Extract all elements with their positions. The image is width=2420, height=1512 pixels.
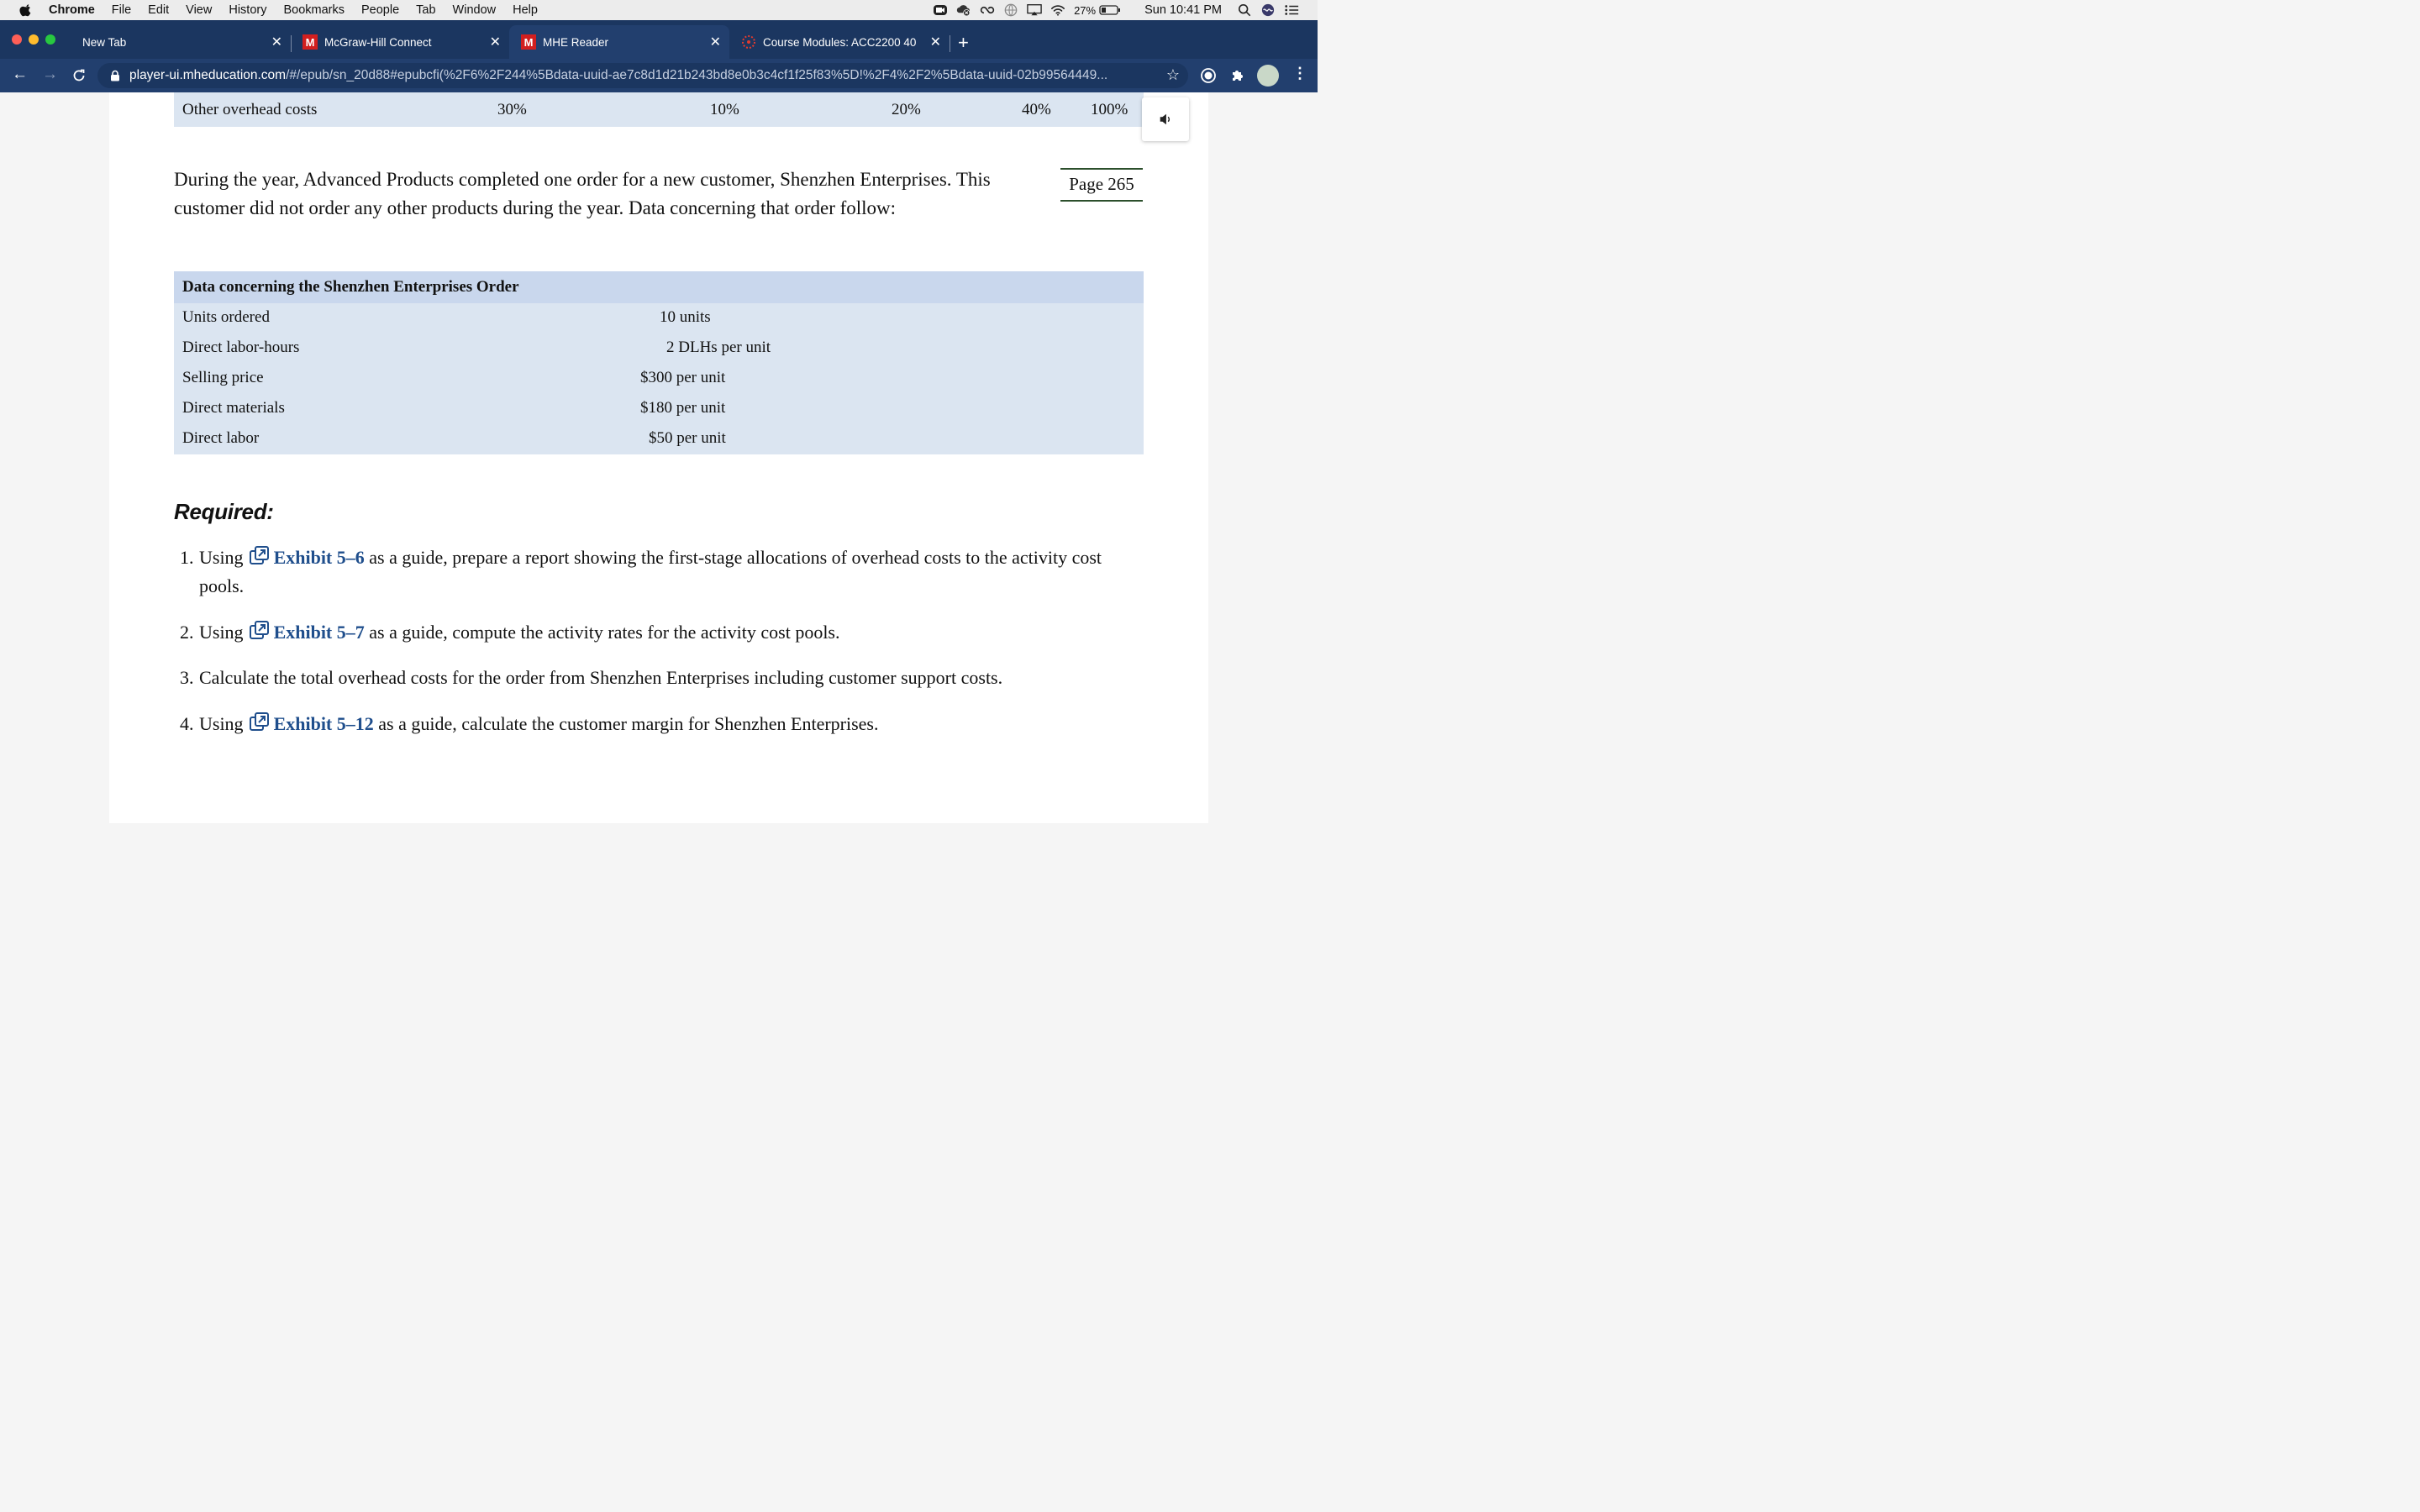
order-intro-paragraph: During the year, Advanced Products completed one order for a new customer, Shenzhen Enterprises. This customer did not order any other products during the year. Data concerning that order follow:: [174, 169, 991, 218]
airplay-icon[interactable]: [1027, 3, 1042, 17]
page-number-marker: Page 265: [1060, 168, 1143, 202]
menu-view[interactable]: View: [186, 3, 213, 17]
row-value: 100%: [1091, 101, 1128, 118]
table-row: [174, 424, 1144, 454]
required-heading: Required:: [174, 499, 274, 524]
tab-title: McGraw-Hill Connect: [324, 35, 432, 49]
menu-edit[interactable]: Edit: [148, 3, 170, 17]
row-value: 10%: [710, 101, 739, 118]
creative-cloud-sync-icon[interactable]: [956, 3, 971, 17]
window-minimize-button[interactable]: [29, 34, 39, 45]
row-value: $50 per unit: [649, 429, 726, 447]
external-link-icon[interactable]: [249, 712, 269, 732]
browser-toolbar: [0, 59, 1318, 92]
item-prefix: Using: [199, 547, 244, 568]
battery-icon[interactable]: [1099, 3, 1121, 17]
tab-mcgraw-hill-connect[interactable]: [291, 25, 509, 59]
item-prefix: Using: [199, 713, 244, 734]
close-icon[interactable]: ✕: [489, 35, 501, 50]
item-text: as a guide, calculate the customer margin for Shenzhen Enterprises.: [378, 713, 879, 734]
exhibit-link[interactable]: Exhibit 5–7: [273, 622, 365, 643]
menu-file[interactable]: File: [111, 3, 132, 17]
row-label: Direct labor: [182, 429, 260, 447]
item-body: [199, 543, 1132, 601]
menu-tab[interactable]: Tab: [416, 3, 436, 17]
row-label: Other overhead costs: [182, 101, 318, 118]
table-row: [174, 364, 1144, 394]
item-number: 4.: [180, 713, 194, 734]
address-bar[interactable]: [97, 63, 1188, 88]
item-number: 2.: [180, 622, 194, 643]
row-value: 40%: [1022, 101, 1051, 118]
item-number: 3.: [180, 667, 194, 688]
row-value: 2 DLHs per unit: [666, 339, 771, 356]
item-body: [199, 618, 1132, 647]
spotlight-search-icon[interactable]: [1237, 3, 1252, 17]
wifi-icon[interactable]: [1050, 3, 1065, 17]
close-icon[interactable]: ✕: [709, 35, 721, 50]
chrome-menu-icon[interactable]: ⋮: [1292, 65, 1307, 81]
row-value: 10 units: [660, 308, 711, 326]
menu-app-chrome[interactable]: Chrome: [49, 3, 95, 17]
zoom-icon[interactable]: [933, 3, 948, 17]
creative-cloud-icon[interactable]: [980, 3, 995, 17]
back-button[interactable]: ←: [12, 66, 28, 83]
shenzhen-order-table: [174, 271, 1144, 454]
bookmark-star-icon[interactable]: ☆: [1165, 66, 1180, 83]
exhibit-link[interactable]: Exhibit 5–6: [273, 547, 365, 568]
overhead-costs-row: [174, 92, 1144, 127]
item-body: [199, 664, 1132, 692]
browser-tab-strip: [0, 20, 1318, 59]
menu-help[interactable]: Help: [513, 3, 538, 17]
close-icon[interactable]: ✕: [929, 35, 941, 50]
tab-new-tab[interactable]: [71, 25, 291, 59]
external-link-icon[interactable]: [249, 546, 269, 566]
vpn-globe-icon[interactable]: [1003, 3, 1018, 17]
window-zoom-button[interactable]: [45, 34, 55, 45]
lock-icon[interactable]: [109, 70, 121, 81]
battery-percent: 27%: [1074, 3, 1097, 17]
table-header: [174, 271, 1144, 303]
row-value: $300 per unit: [640, 369, 726, 386]
macos-menubar: [0, 0, 1318, 20]
tab-title: Course Modules: ACC2200 40: [763, 35, 917, 49]
item-text: as a guide, prepare a report showing the first-stage allocations of overhead costs to the activity cost pools.: [199, 547, 1102, 596]
item-body: [199, 710, 1132, 738]
item-prefix: Using: [199, 622, 244, 643]
new-tab-button[interactable]: +: [958, 32, 969, 53]
reload-icon[interactable]: [71, 67, 87, 84]
tab-course-modules[interactable]: [729, 25, 950, 59]
item-text: Calculate the total overhead costs for the order from Shenzhen Enterprises including customer support costs.: [199, 667, 1003, 688]
row-label: Direct materials: [182, 399, 285, 417]
url-host: player-ui.mheducation.com: [129, 68, 287, 82]
table-row: [174, 333, 1144, 364]
apple-logo-icon[interactable]: [18, 3, 34, 18]
mcgraw-hill-logo-icon: M: [521, 34, 536, 50]
mcgraw-hill-logo-icon: M: [302, 34, 318, 50]
row-label: Selling price: [182, 369, 264, 386]
row-value: 30%: [497, 101, 527, 118]
extensions-puzzle-icon[interactable]: [1229, 67, 1246, 84]
table-title: Data concerning the Shenzhen Enterprises Order: [182, 278, 519, 296]
menu-people[interactable]: People: [361, 3, 400, 17]
menubar-clock[interactable]: Sun 10:41 PM: [1144, 3, 1222, 17]
menu-history[interactable]: History: [229, 3, 267, 17]
row-value: 20%: [892, 101, 921, 118]
speaker-icon: [1158, 112, 1173, 127]
profile-avatar[interactable]: [1257, 65, 1279, 87]
row-value: $180 per unit: [640, 399, 726, 417]
tab-mhe-reader[interactable]: [509, 25, 729, 59]
notification-center-icon[interactable]: [1284, 3, 1299, 17]
canvas-logo-icon: [741, 34, 756, 50]
row-label: Direct labor-hours: [182, 339, 300, 356]
menu-bookmarks[interactable]: Bookmarks: [283, 3, 345, 17]
extension-record-icon[interactable]: [1200, 67, 1217, 84]
table-row: [174, 394, 1144, 424]
url-path: /#/epub/sn_20d88#epubcfi(%2F6%2F244%5Bdata-uuid-ae7c8d1d21b243bd8e0b3c4cf1f25f83%5D!%2F4%2F2%5Bdata-uuid-02b99564449...: [286, 68, 1108, 82]
tab-title: New Tab: [82, 35, 127, 49]
status-tray: [933, 0, 1318, 20]
url-text: [129, 68, 1155, 83]
forward-button[interactable]: →: [42, 66, 58, 83]
reader-page: [109, 92, 1208, 823]
item-text: as a guide, compute the activity rates for the activity cost pools.: [369, 622, 840, 643]
close-icon[interactable]: ✕: [271, 35, 282, 50]
read-aloud-button[interactable]: [1142, 97, 1189, 141]
tab-title: MHE Reader: [543, 35, 609, 49]
table-row: [174, 303, 1144, 333]
siri-icon[interactable]: [1260, 3, 1276, 17]
exhibit-link[interactable]: Exhibit 5–12: [273, 713, 374, 734]
row-label: Units ordered: [182, 308, 270, 326]
external-link-icon[interactable]: [249, 621, 269, 641]
menu-window[interactable]: Window: [452, 3, 497, 17]
item-number: 1.: [180, 547, 194, 568]
window-close-button[interactable]: [12, 34, 22, 45]
